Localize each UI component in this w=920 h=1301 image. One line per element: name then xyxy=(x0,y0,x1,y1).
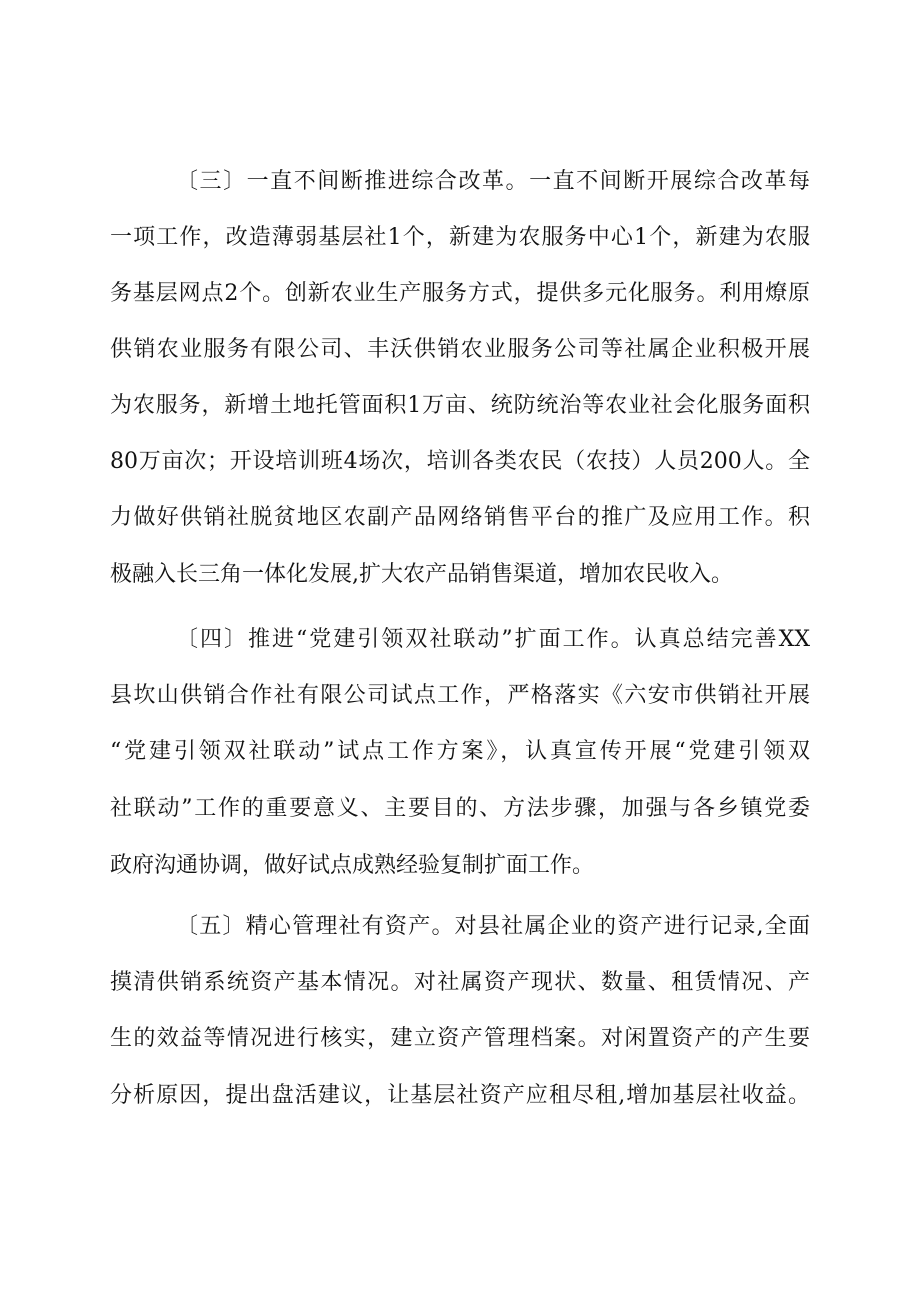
paragraph-line: 摸清供销系统资产基本情况。对社属资产现状、数量、租赁情况、产 xyxy=(110,970,810,995)
paragraph-line: 力做好供销社脱贫地区农副产品网络销售平台的推广及应用工作。积 xyxy=(110,505,810,530)
paragraph-line: 〔五〕精心管理社有资产。对县社属企业的资产进行记录,全面 xyxy=(176,914,810,939)
paragraph-line: 〔三〕一直不间断推进综合改革。一直不间断开展综合改革每 xyxy=(176,169,810,194)
paragraph-line: 社联动”工作的重要意义、主要目的、方法步骤，加强与各乡镇党委 xyxy=(110,796,810,821)
paragraph-line: 县坎山供销合作社有限公司试点工作，严格落实《六安市供销社开展 xyxy=(110,683,810,708)
paragraph-line: 为农服务，新增土地托管面积1万亩、统防统治等农业社会化服务面积 xyxy=(110,393,810,418)
paragraph-line: 务基层网点2个。创新农业生产服务方式，提供多元化服务。利用燎原 xyxy=(110,281,810,306)
paragraph-line: 生的效益等情况进行核实，建立资产管理档案。对闲置资产的产生要 xyxy=(110,1026,810,1051)
paragraph-line: 80万亩次；开设培训班4场次，培训各类农民（农技）人员200人。全 xyxy=(110,449,810,474)
paragraph-line: 政府沟通协调，做好试点成熟经验复制扩面工作。 xyxy=(110,853,595,878)
paragraph-line: 一项工作，改造薄弱基层社1个，新建为农服务中心1个，新建为农服 xyxy=(110,225,810,250)
paragraph-line: 分析原因，提出盘活建议，让基层社资产应租尽租,增加基层社收益。 xyxy=(110,1083,810,1108)
paragraph-line: 供销农业服务有限公司、丰沃供销农业服务公司等社属企业积极开展 xyxy=(110,337,810,362)
paragraph-line: 极融入长三角一体化发展,扩大农产品销售渠道，增加农民收入。 xyxy=(110,562,733,587)
paragraph-line: 〔四〕推进“党建引领双社联动”扩面工作。认真总结完善XX xyxy=(176,627,810,652)
paragraph-line: “党建引领双社联动”试点工作方案》，认真宣传开展“党建引领双 xyxy=(110,739,810,764)
